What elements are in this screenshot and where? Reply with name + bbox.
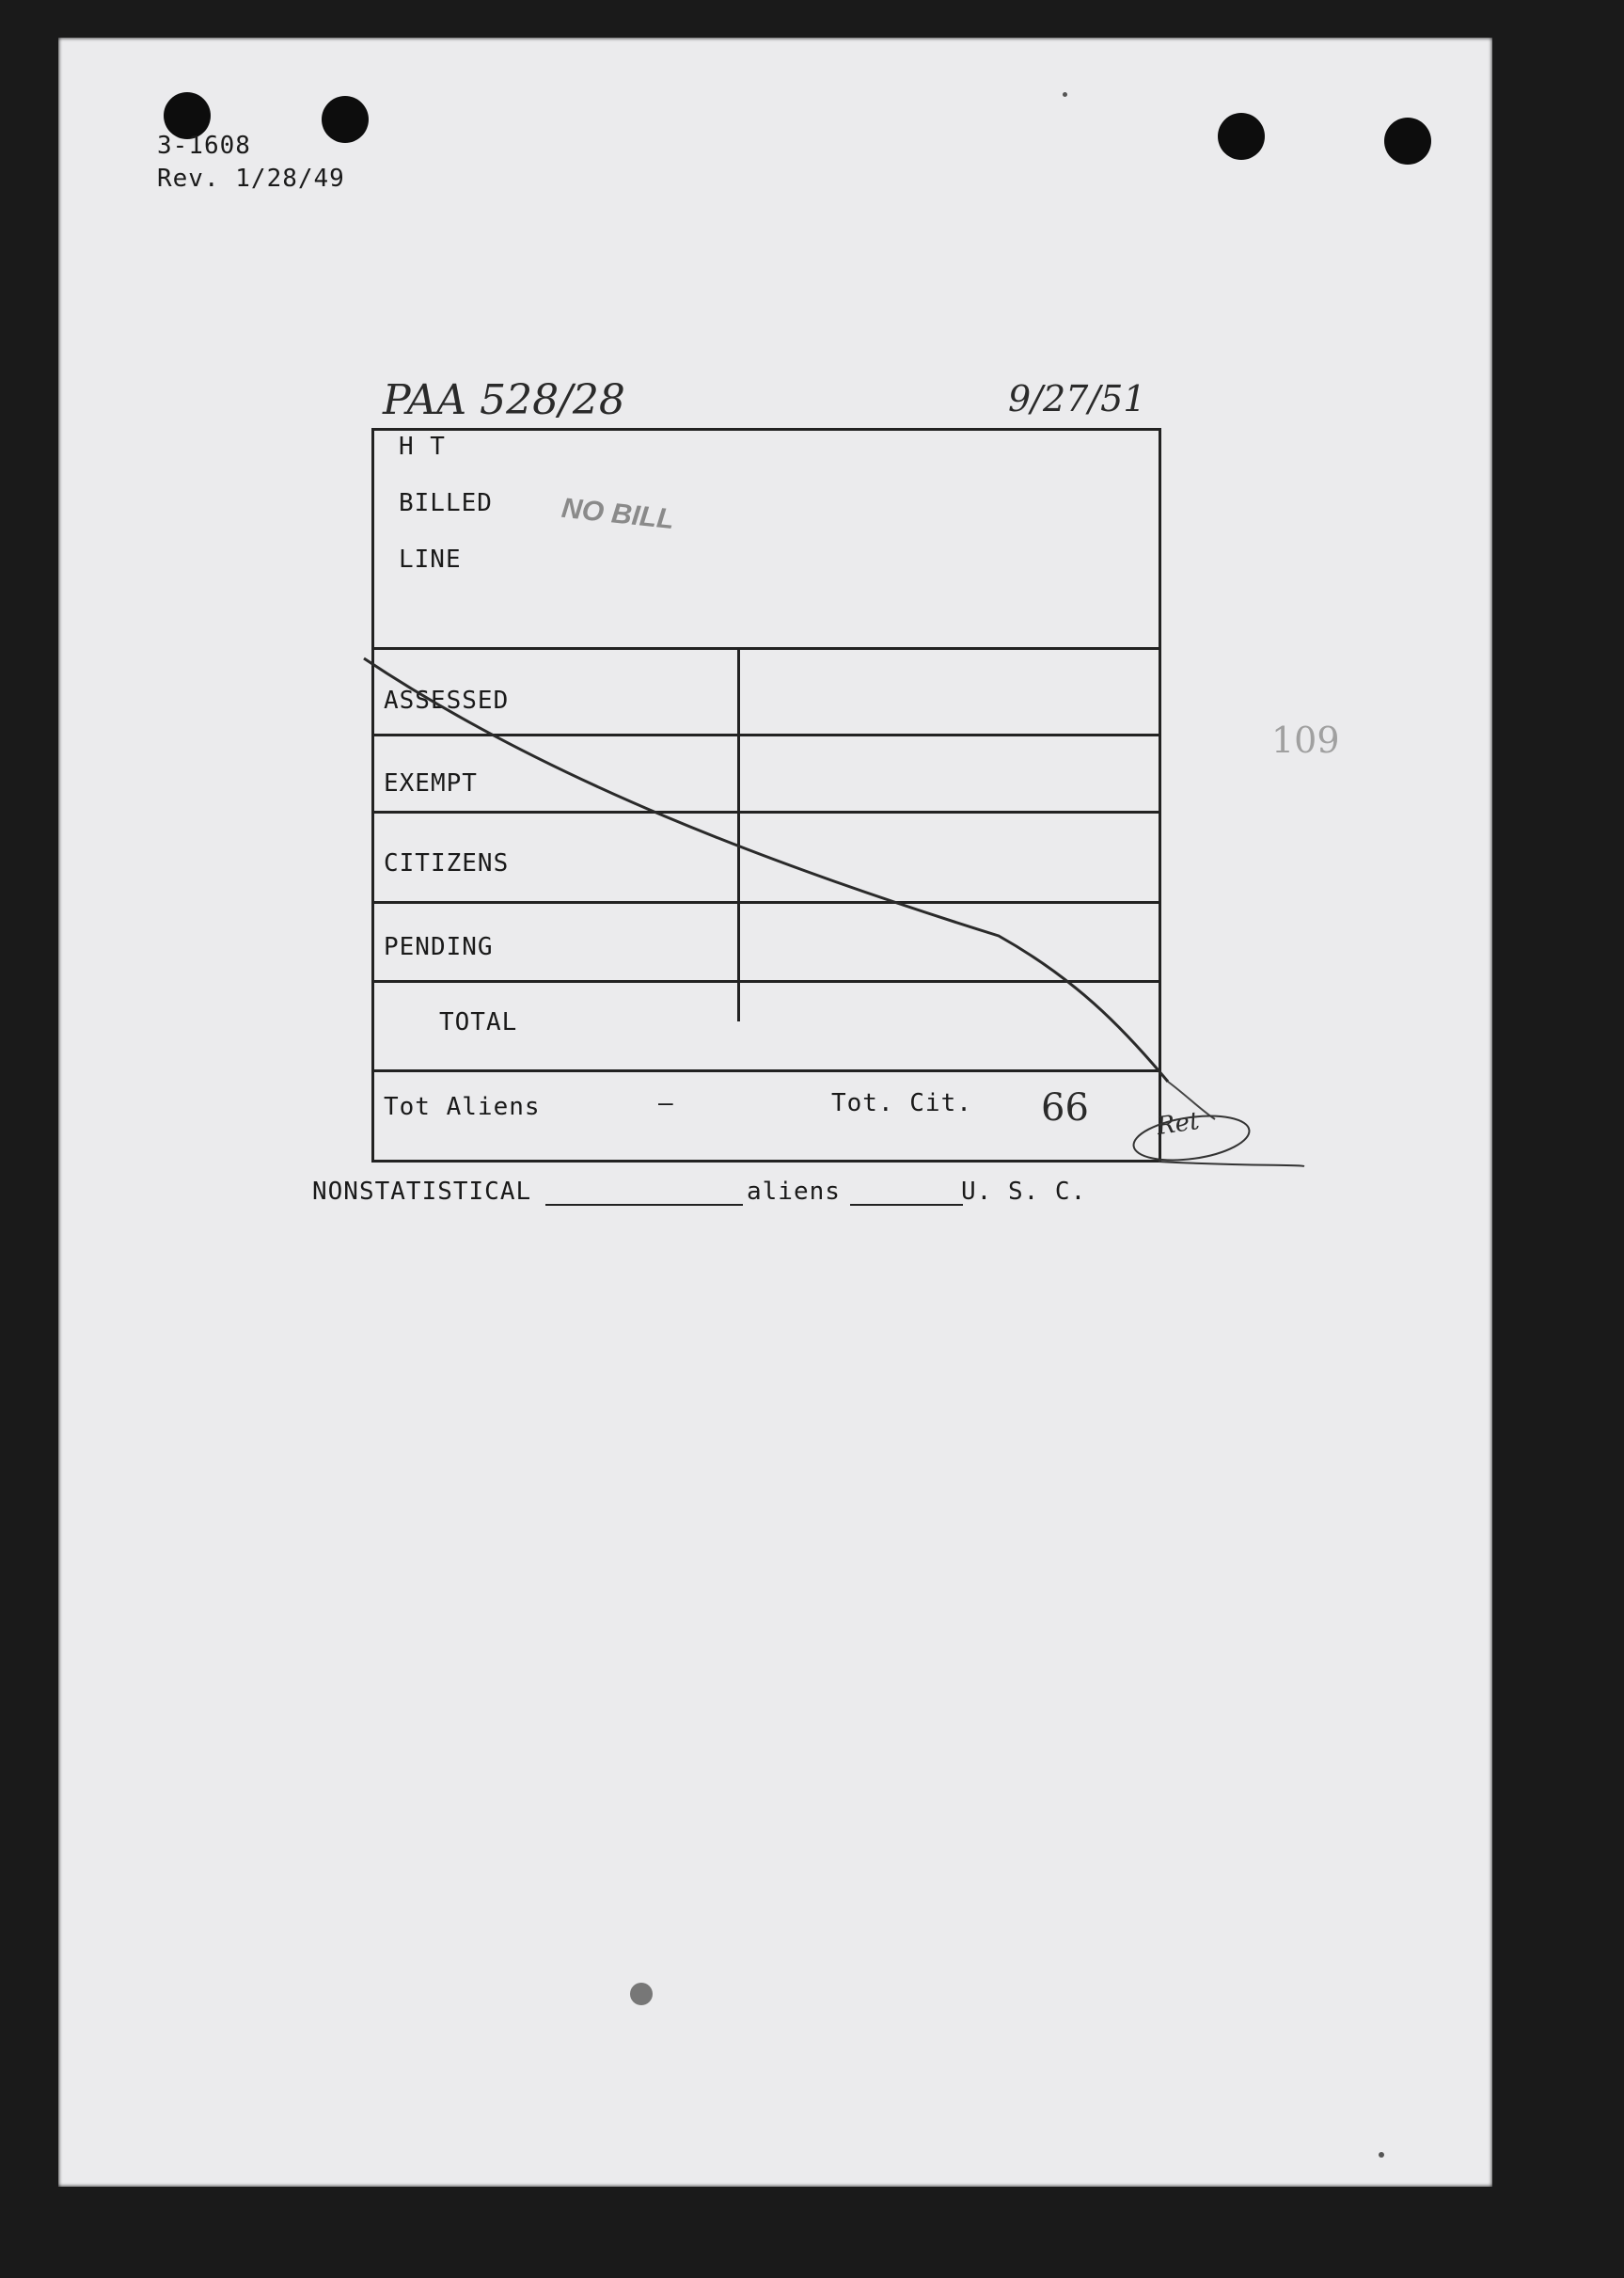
tot-cit-value: 66	[1041, 1086, 1089, 1130]
page-number: 109	[1271, 720, 1340, 761]
ht-label: H T	[399, 433, 446, 461]
no-bill-stamp: NO BILL	[560, 492, 676, 536]
handwritten-code: PAA 528/28	[383, 376, 625, 424]
usc-label: U. S. C.	[961, 1178, 1087, 1206]
handwritten-date: 9/27/51	[1008, 378, 1146, 419]
tot-cit-label: Tot. Cit.	[831, 1089, 972, 1117]
initials: Ret	[1155, 1106, 1202, 1142]
billed-label: BILLED	[399, 489, 493, 517]
tot-aliens-label: Tot Aliens	[384, 1093, 541, 1121]
speck	[1379, 2152, 1384, 2158]
line-label: LINE	[399, 546, 462, 574]
aliens-label: aliens	[747, 1178, 841, 1206]
assessed-label: ASSESSED	[384, 687, 510, 715]
total-label: TOTAL	[439, 1008, 518, 1036]
citizens-label: CITIZENS	[384, 849, 510, 878]
tot-aliens-value: —	[658, 1089, 674, 1117]
document-page	[58, 38, 1492, 2187]
exempt-label: EXEMPT	[384, 769, 478, 798]
pending-label: PENDING	[384, 933, 494, 961]
speck	[1063, 92, 1067, 97]
pen-strike-through	[58, 38, 1492, 2187]
nonstatistical-label: NONSTATISTICAL	[312, 1178, 532, 1206]
form-revision: Rev. 1/28/49	[157, 165, 345, 193]
form-number: 3-1608	[157, 132, 251, 160]
